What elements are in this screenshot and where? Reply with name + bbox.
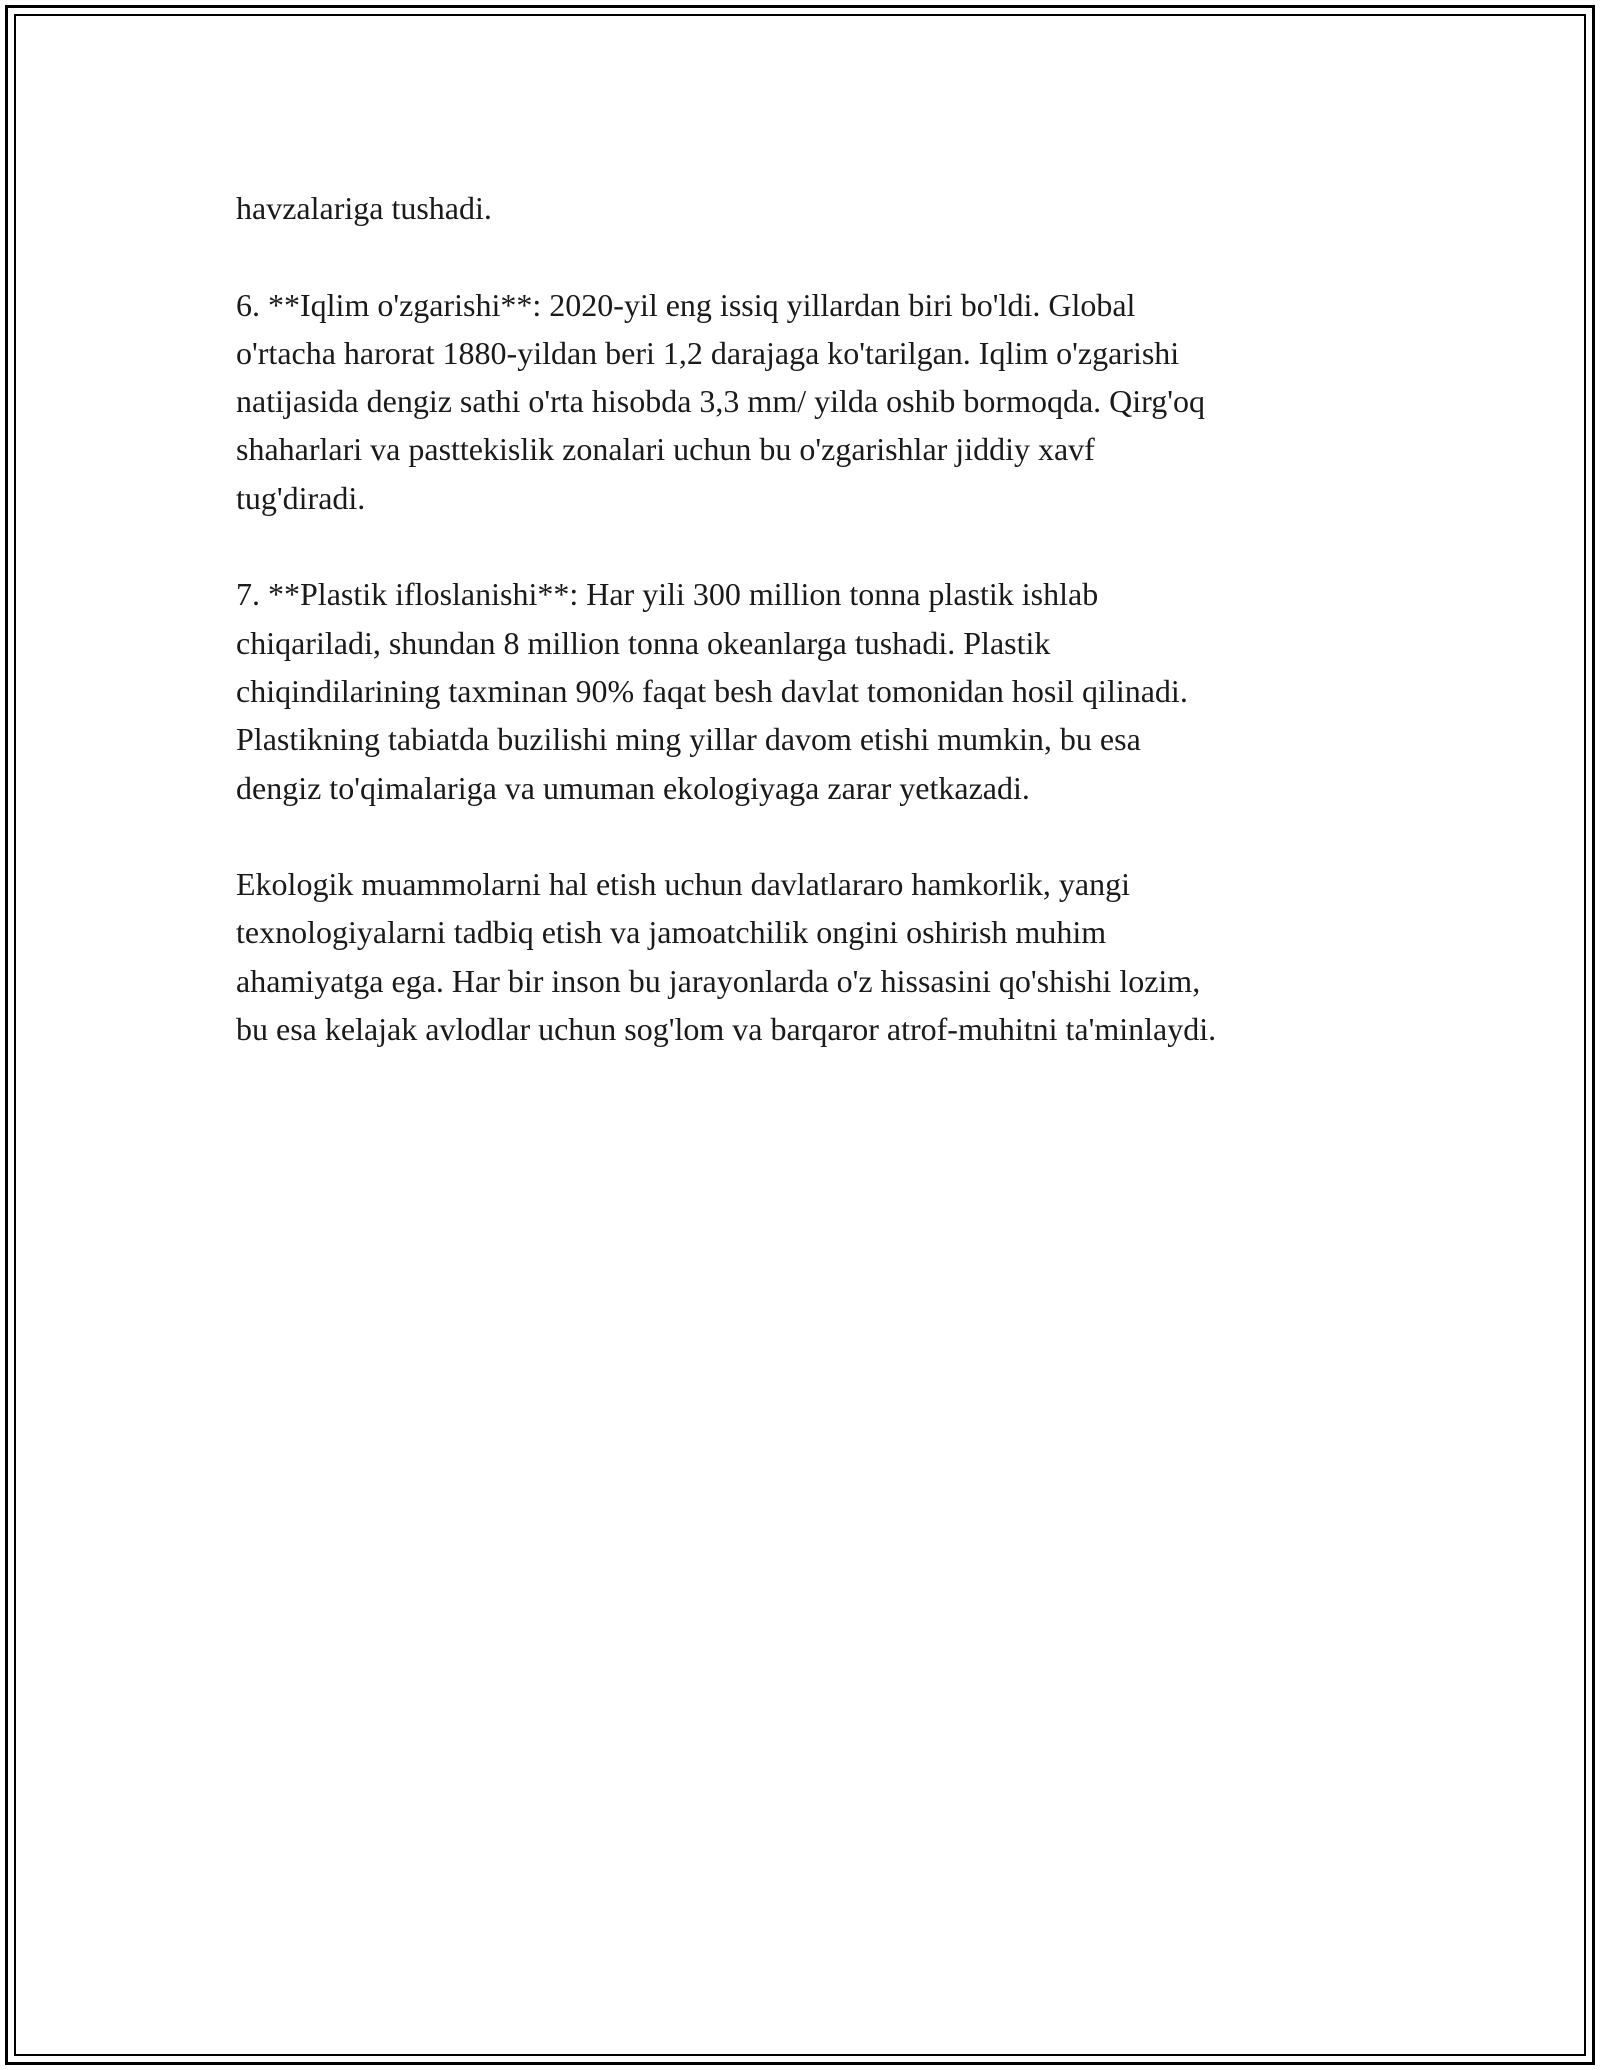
- text-line: o'rtacha harorat 1880-yildan beri 1,2 darajaga ko'tarilgan. Iqlim o'zgarishi: [236, 334, 1180, 371]
- text-line: 7. **Plastik ifloslanishi**: Har yili 300 million tonna plastik ishlab: [236, 576, 1099, 613]
- text-line: Plastikning tabiatda buzilishi ming yillar davom etishi mumkin, bu esa: [236, 721, 1141, 758]
- text-line: natijasida dengiz sathi o'rta hisobda 3,3 mm/ yilda oshib bormoqda. Qirg'oq: [236, 383, 1206, 420]
- text-line: dengiz to'qimalariga va umuman ekologiyaga zarar yetkazadi.: [236, 769, 1030, 806]
- paragraph-conclusion: [236, 860, 1396, 1053]
- text-line: havzalariga tushadi.: [236, 190, 492, 226]
- paragraph-plastic-pollution: [236, 570, 1396, 811]
- paragraph-continuation: [236, 184, 1396, 232]
- page-content: [236, 184, 1396, 1102]
- paragraph-climate-change: [236, 281, 1396, 522]
- text-line: texnologiyalarni tadbiq etish va jamoatchilik ongini oshirish muhim: [236, 914, 1107, 951]
- text-line: chiqariladi, shundan 8 million tonna okeanlarga tushadi. Plastik: [236, 624, 1051, 661]
- text-line: chiqindilarining taxminan 90% faqat besh davlat tomonidan hosil qilinadi.: [236, 672, 1188, 709]
- text-line: shaharlari va pasttekislik zonalari uchun bu o'zgarishlar jiddiy xavf: [236, 431, 1095, 468]
- text-line: 6. **Iqlim o'zgarishi**: 2020-yil eng issiq yillardan biri bo'ldi. Global: [236, 286, 1136, 323]
- text-line: bu esa kelajak avlodlar uchun sog'lom va barqaror atrof-muhitni ta'minlaydi.: [236, 1011, 1217, 1048]
- text-line: tug'diradi.: [236, 479, 366, 516]
- text-line: Ekologik muammolarni hal etish uchun davlatlararo hamkorlik, yangi: [236, 866, 1130, 903]
- text-line: ahamiyatga ega. Har bir inson bu jarayonlarda o'z hissasini qo'shishi lozim,: [236, 962, 1201, 999]
